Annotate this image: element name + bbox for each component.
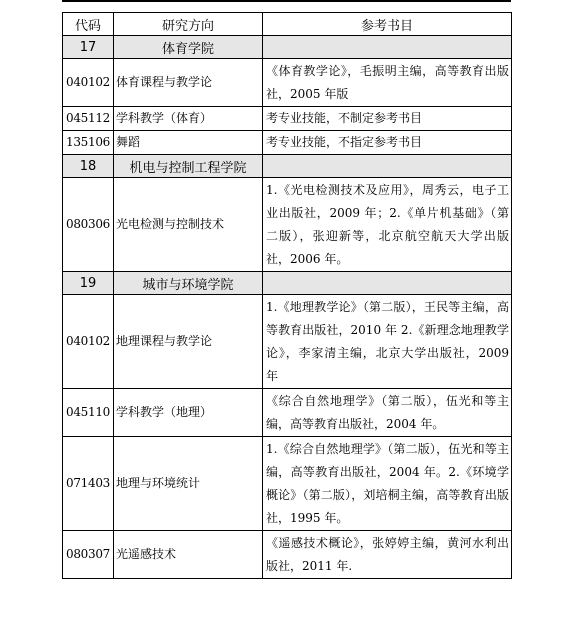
table-header-row bbox=[63, 13, 512, 36]
table-row bbox=[63, 295, 512, 389]
reference-books: 考专业技能，不制定参考书目 bbox=[263, 107, 512, 131]
header-references: 参考书目 bbox=[263, 13, 512, 36]
research-direction: 地理与环境统计 bbox=[114, 437, 263, 531]
college-name: 体育学院 bbox=[114, 36, 263, 59]
college-row bbox=[63, 155, 512, 178]
reference-books: 1.《综合自然地理学》（第二版），伍光和等主编，高等教育出版社，2004 年。2.《环境学概论》（第二版），刘培桐主编，高等教育出版社，1995 年。 bbox=[263, 437, 512, 531]
research-direction: 学科教学（地理） bbox=[114, 389, 263, 437]
reference-books: 《综合自然地理学》（第二版），伍光和等主编，高等教育出版社，2004 年。 bbox=[263, 389, 512, 437]
major-code: 071403 bbox=[63, 437, 114, 531]
college-blank-cell bbox=[263, 272, 512, 295]
major-code: 040102 bbox=[63, 59, 114, 107]
table-row bbox=[63, 107, 512, 131]
table-row bbox=[63, 131, 512, 155]
major-code: 135106 bbox=[63, 131, 114, 155]
college-name: 机电与控制工程学院 bbox=[114, 155, 263, 178]
research-direction: 地理课程与教学论 bbox=[114, 295, 263, 389]
reference-books: 《体育教学论》，毛振明主编，高等教育出版社，2005 年版 bbox=[263, 59, 512, 107]
table-row bbox=[63, 59, 512, 107]
major-code: 080306 bbox=[63, 178, 114, 272]
college-row bbox=[63, 272, 512, 295]
college-number: 19 bbox=[63, 272, 114, 295]
college-row bbox=[63, 36, 512, 59]
college-blank-cell bbox=[263, 36, 512, 59]
header-direction: 研究方向 bbox=[114, 13, 263, 36]
header-code: 代码 bbox=[63, 13, 114, 36]
research-direction: 体育课程与教学论 bbox=[114, 59, 263, 107]
research-direction: 学科教学（体育） bbox=[114, 107, 263, 131]
reference-books: 1.《光电检测技术及应用》，周秀云，电子工业出版社，2009 年；2.《单片机基础》（第二版），张迎新等，北京航空航天大学出版社，2006 年。 bbox=[263, 178, 512, 272]
reference-books: 《遥感技术概论》，张婷婷主编，黄河水利出版社，2011 年. bbox=[263, 531, 512, 579]
reference-books: 1.《地理教学论》（第二版），王民等主编，高等教育出版社，2010 年 2.《新理念地理教学论》，李家清主编，北京大学出版社，2009 年 bbox=[263, 295, 512, 389]
table-row bbox=[63, 437, 512, 531]
table-row bbox=[63, 178, 512, 272]
table-row bbox=[63, 389, 512, 437]
major-code: 045112 bbox=[63, 107, 114, 131]
reference-book-table bbox=[62, 12, 512, 579]
major-code: 045110 bbox=[63, 389, 114, 437]
research-direction: 光遥感技术 bbox=[114, 531, 263, 579]
research-direction: 舞蹈 bbox=[114, 131, 263, 155]
college-blank-cell bbox=[263, 155, 512, 178]
reference-books: 考专业技能，不指定参考书目 bbox=[263, 131, 512, 155]
college-name: 城市与环境学院 bbox=[114, 272, 263, 295]
research-direction: 光电检测与控制技术 bbox=[114, 178, 263, 272]
college-number: 18 bbox=[63, 155, 114, 178]
major-code: 040102 bbox=[63, 295, 114, 389]
major-code: 080307 bbox=[63, 531, 114, 579]
college-number: 17 bbox=[63, 36, 114, 59]
table-row bbox=[63, 531, 512, 579]
top-rule bbox=[62, 0, 511, 2]
